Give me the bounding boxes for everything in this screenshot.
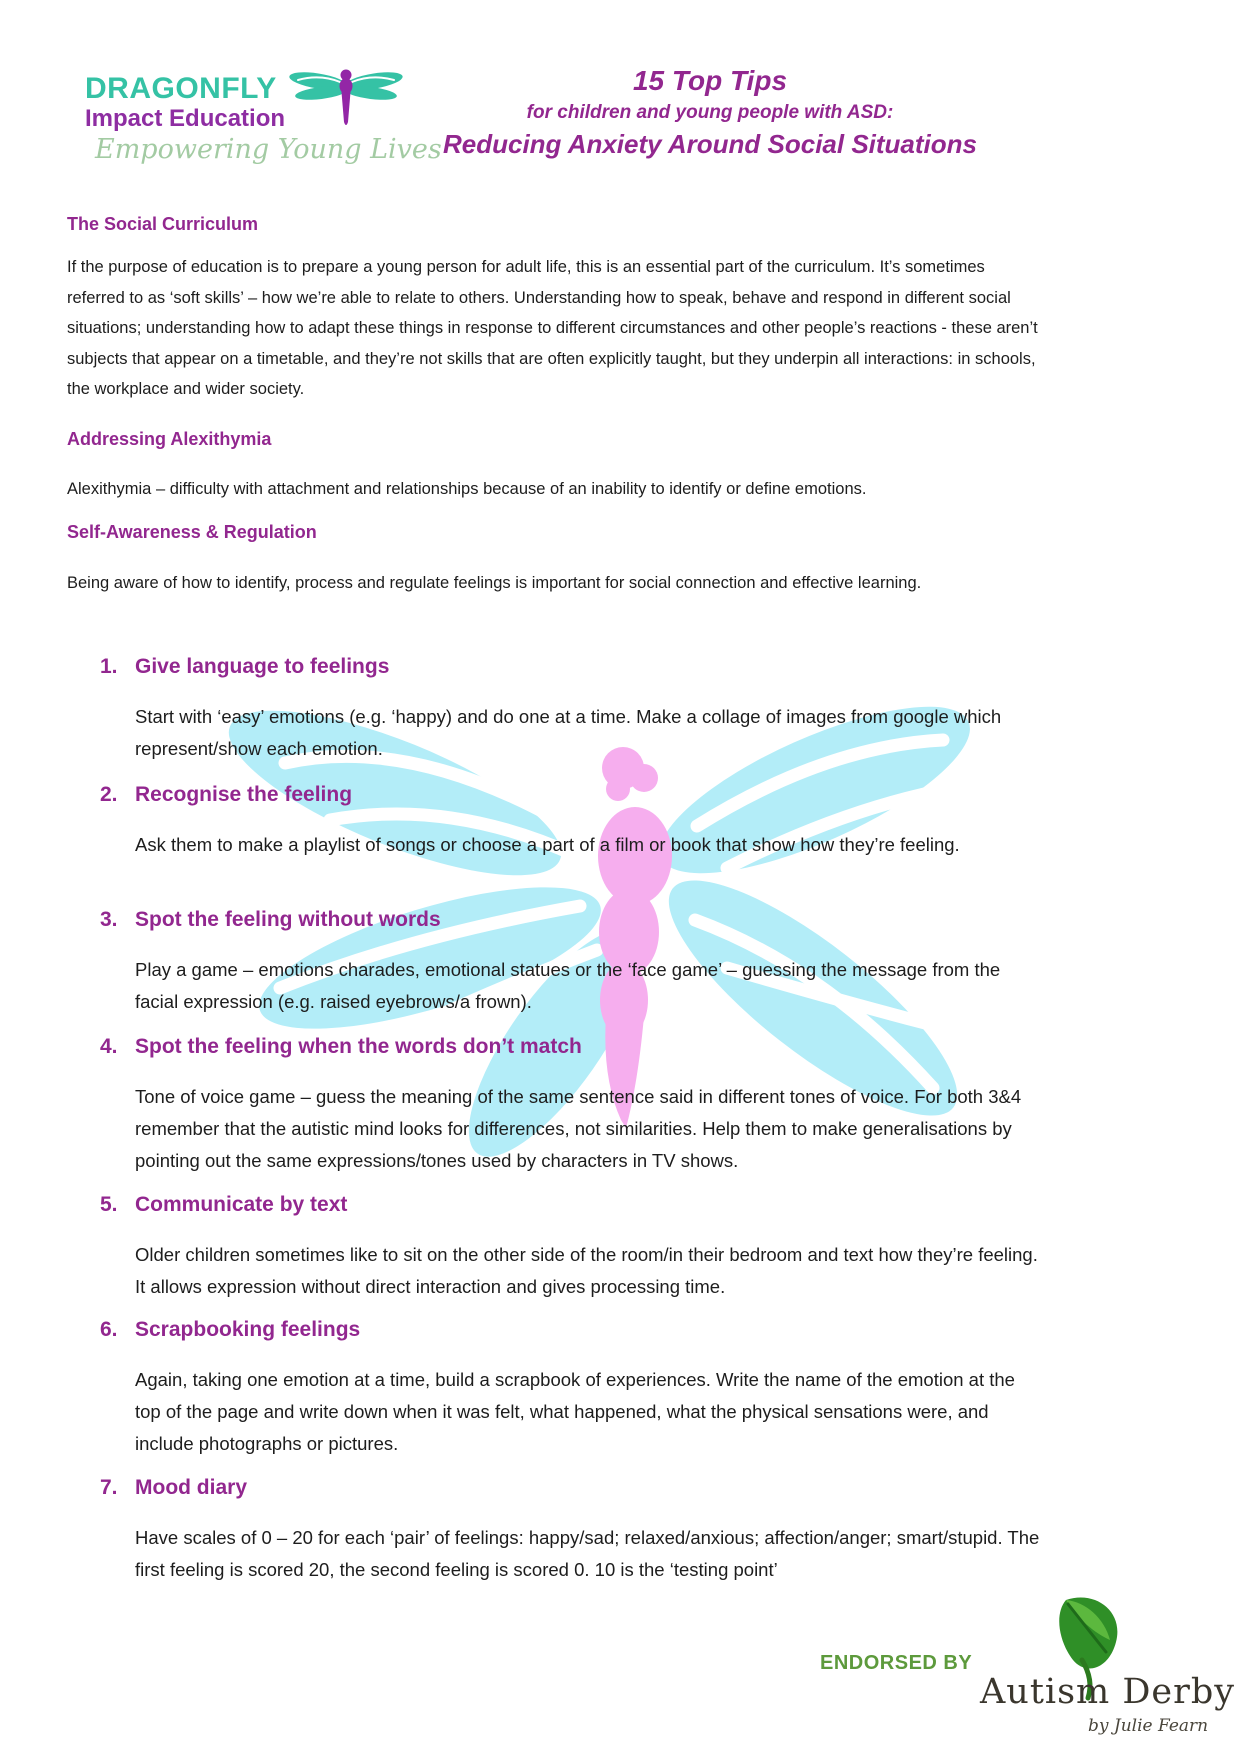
endorser-byline: by Julie Fearn xyxy=(1088,1716,1209,1736)
tip-body: Start with ‘easy’ emotions (e.g. ‘happy) and do one at a time. Make a collage of images from google which represent/show each emotion. xyxy=(135,706,1002,759)
section-heading-social-curriculum: The Social Curriculum xyxy=(67,214,259,234)
section-body-self-awareness: Being aware of how to identify, process and regulate feelings is important for social connection and effective learning. xyxy=(67,574,922,592)
tip-item-5 xyxy=(100,1192,1060,1303)
tip-item-6 xyxy=(100,1317,1060,1460)
tip-number: 7. xyxy=(100,1476,118,1499)
tip-heading xyxy=(100,654,1060,680)
tip-title: Recognise the feeling xyxy=(135,783,353,806)
section-body-social-curriculum: If the purpose of education is to prepare a young person for adult life, this is an essential part of the curriculum. It’s sometimes referred to as ‘soft skills’ – how we’re able to relate to others. Understanding how to speak, behave and respond in different social situations; understanding how to adapt these things in response to different circumstances and other people’s reactions - these aren’t subjects that appear on a timetable, and they’re not skills that are often explicitly taught, but they underpin all interactions: in schools, the workplace and wider society. xyxy=(67,258,1038,398)
tip-heading xyxy=(100,782,1060,808)
tip-item-2 xyxy=(100,782,1060,861)
tip-title: Scrapbooking feelings xyxy=(135,1318,361,1341)
logo-wordmark: DRAGONFLY xyxy=(85,72,277,105)
tip-item-4 xyxy=(100,1034,1060,1177)
tip-body: Ask them to make a playlist of songs or choose a part of a film or book that show how they’re feeling. xyxy=(135,834,960,855)
tip-heading xyxy=(100,1317,1060,1343)
section-heading-alexithymia: Addressing Alexithymia xyxy=(67,429,272,449)
tip-title: Communicate by text xyxy=(135,1193,348,1216)
endorser-name: Autism Derby xyxy=(980,1672,1236,1712)
tip-heading xyxy=(100,1475,1060,1501)
tip-number: 1. xyxy=(100,655,118,678)
title-line-1: 15 Top Tips xyxy=(632,65,788,96)
tip-item-7 xyxy=(100,1475,1060,1586)
title-line-3: Reducing Anxiety Around Social Situations xyxy=(442,129,977,159)
tip-body: Play a game – emotions charades, emotional statues or the ‘face game’ – guessing the message from the facial expression (e.g. raised eyebrows/a frown). xyxy=(135,959,1001,1012)
tip-title: Mood diary xyxy=(135,1476,248,1499)
tip-title: Spot the feeling when the words don’t match xyxy=(135,1035,582,1058)
tip-heading xyxy=(100,907,1060,933)
tip-heading xyxy=(100,1034,1060,1060)
tip-number: 5. xyxy=(100,1193,118,1216)
tip-number: 6. xyxy=(100,1318,118,1341)
tip-item-1 xyxy=(100,654,1060,765)
tip-title: Give language to feelings xyxy=(135,655,390,678)
tip-number: 4. xyxy=(100,1035,118,1058)
endorsed-by-label: ENDORSED BY xyxy=(820,1652,973,1674)
logo-tagline: Empowering Young Lives xyxy=(95,134,442,165)
tip-body: Tone of voice game – guess the meaning of the same sentence said in different tones of voice. For both 3&4 remember that the autistic mind looks for differences, not similarities. Help them to make generalisations by pointing out the same expressions/tones used by characters in TV shows. xyxy=(135,1086,1022,1171)
logo-subtitle: Impact Education xyxy=(85,105,286,132)
document-title xyxy=(380,64,1040,160)
tip-body: Have scales of 0 – 20 for each ‘pair’ of feelings: happy/sad; relaxed/anxious; affection/anger; smart/stupid. The first feeling is scored 20, the second feeling is scored 0. 10 is the ‘testing point’ xyxy=(135,1527,1040,1580)
tip-item-3 xyxy=(100,907,1060,1018)
tip-body: Older children sometimes like to sit on the other side of the room/in their bedroom and text how they’re feeling. It allows expression without direct interaction and gives processing time. xyxy=(135,1244,1038,1297)
tip-heading xyxy=(100,1192,1060,1218)
tip-body: Again, taking one emotion at a time, build a scrapbook of experiences. Write the name of the emotion at the top of the page and write down when it was felt, what happened, what the physical sensations were, and include photographs or pictures. xyxy=(135,1369,1015,1454)
tip-number: 2. xyxy=(100,783,118,806)
title-line-2: for children and young people with ASD: xyxy=(526,102,894,123)
section-heading-self-awareness: Self-Awareness & Regulation xyxy=(67,522,317,542)
autism-derby-logo xyxy=(980,1596,1235,1748)
tip-title: Spot the feeling without words xyxy=(135,908,441,931)
section-body-alexithymia: Alexithymia – difficulty with attachment and relationships because of an inability to identify or define emotions. xyxy=(67,480,867,498)
tip-number: 3. xyxy=(100,908,118,931)
